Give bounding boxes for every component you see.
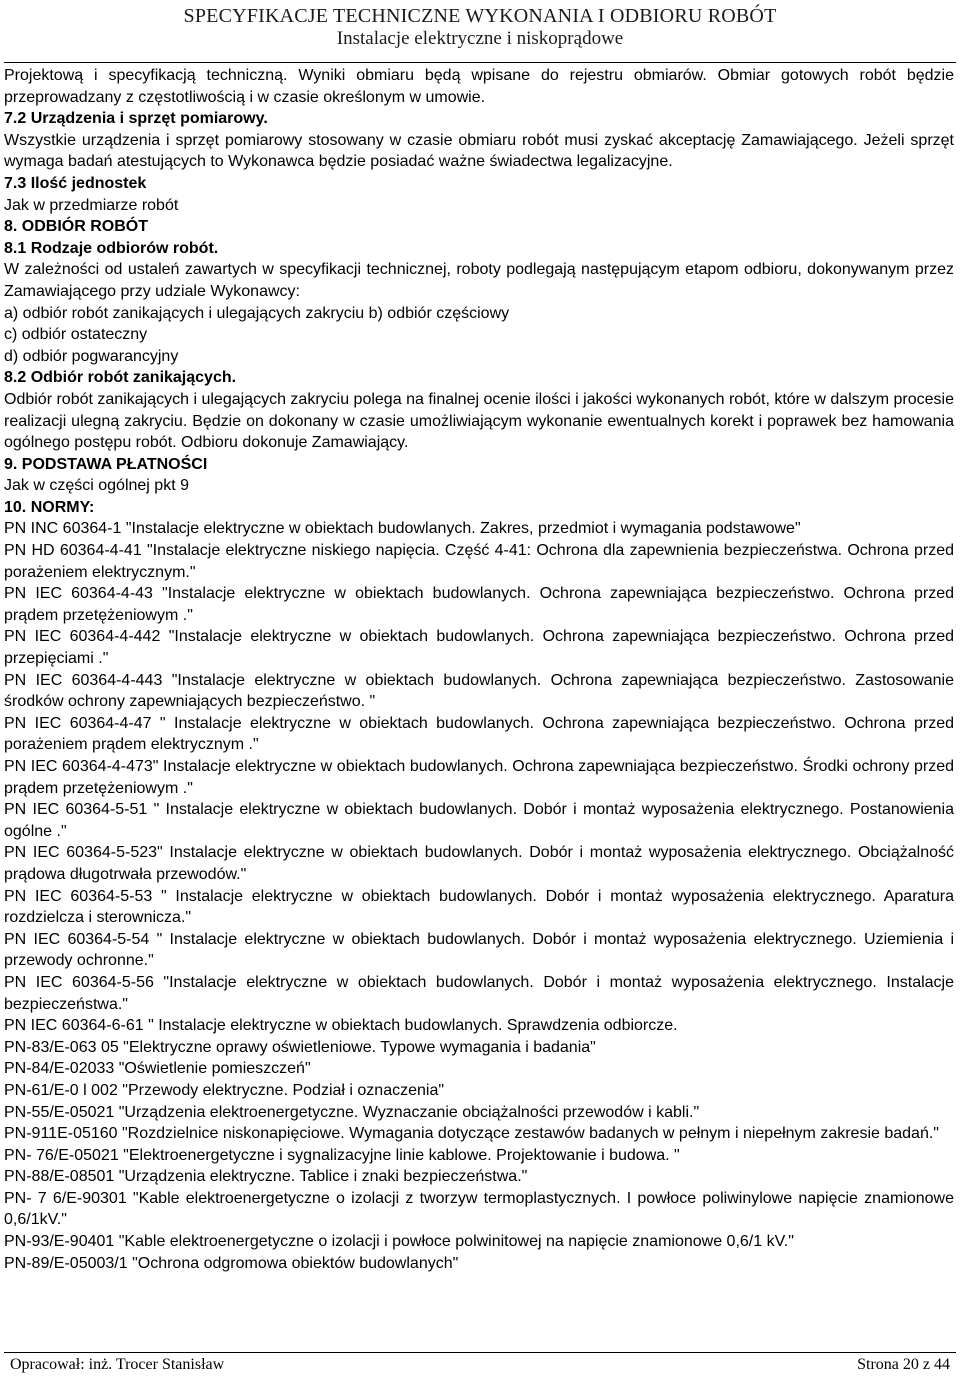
section-heading: 9. PODSTAWA PŁATNOŚCI — [4, 455, 208, 473]
body-paragraph: PN-88/E-08501 "Urządzenia elektryczne. Tablice i znaki bezpieczeństwa." — [4, 1168, 528, 1186]
body-paragraph: PN IEC 60364-5-51 " Instalacje elektryczne w obiektach budowlanych. Dobór i montaż wyposażenia elektrycznego. Postanowienia ogólne ." — [4, 801, 954, 840]
section-heading: 8.2 Odbiór robót zanikających. — [4, 369, 237, 387]
header-subtitle: Instalacje elektryczne i niskoprądowe — [336, 28, 624, 49]
header-rule — [4, 62, 956, 63]
section-heading: 7.3 Ilość jednostek — [4, 174, 147, 192]
body-paragraph: PN-93/E-90401 "Kable elektroenergetyczne o izolacji i powłoce polwinitowej na napięcie znamionowe 0,6/1 kV." — [4, 1233, 794, 1251]
body-paragraph: PN-83/E-063 05 "Elektryczne oprawy oświetleniowe. Typowe wymagania i badania" — [4, 1038, 596, 1056]
body-paragraph: PN INC 60364-1 "Instalacje elektryczne w obiektach budowlanych. Zakres, przedmiot i wymagania podstawowe" — [4, 520, 801, 538]
body-paragraph: PN IEC 60364-4-47 " Instalacje elektryczne w obiektach budowlanych. Ochrona zapewniająca bezpieczeństwo. Ochrona przed porażeniem prądem elektrycznym ." — [4, 714, 954, 754]
body-paragraph: d) odbiór pogwarancyjny — [4, 347, 179, 365]
footer-rule — [4, 1352, 956, 1353]
body-paragraph: c) odbiór ostateczny — [4, 326, 148, 344]
body-paragraph: PN IEC 60364-5-54 " Instalacje elektryczne w obiektach budowlanych. Dobór i montaż wyposażenia elektrycznego. Uziemienia i przewody ochronne." — [4, 930, 954, 970]
header-title: SPECYFIKACJE TECHNICZNE WYKONANIA I ODBIORU ROBÓT — [183, 5, 777, 27]
body-paragraph: PN IEC 60364-4-443 "Instalacje elektryczne w obiektach budowlanych. Ochrona zapewniająca bezpieczeństwo. Zastosowanie środków ochrony zapewniających bezpieczeństwo. " — [4, 671, 954, 711]
body-paragraph: PN- 7 6/E-90301 "Kable elektroenergetyczne o izolacji z tworzyw termoplastycznych. I powłoce poliwinylowe napięcie znamionowe 0,6/1kV." — [4, 1189, 954, 1229]
section-heading: 7.2 Urządzenia i sprzęt pomiarowy. — [4, 110, 268, 128]
body-paragraph: PN-911E-05160 "Rozdzielnice niskonapięciowe. Wymagania dotyczące zestawów badanych w pełnym i niepełnym zakresie badań." — [4, 1125, 939, 1143]
page-header — [0, 4, 960, 50]
footer-page-number: Strona 20 z 44 — [857, 1356, 950, 1373]
section-heading: 10. NORMY: — [4, 498, 95, 516]
page-footer — [10, 1354, 950, 1376]
body-paragraph: PN- 76/E-05021 "Elektroenergetyczne i sygnalizacyjne linie kablowe. Projektowanie i budowa. " — [4, 1146, 680, 1164]
footer-author: Opracował: inż. Trocer Stanisław — [10, 1356, 225, 1373]
body-paragraph: Odbiór robót zanikających i ulegających zakryciu polega na finalnej ocenie ilości i jakości wykonanych robót, które w dalszym procesie realizacji ulegną zakryciu. Będzie on dokonany w czasie umożliwiającym wykonanie ewentualnych korekt i poprawek bez hamowania ogólnego postępu robót. Odbioru dokonuje Zamawiający. — [4, 390, 954, 452]
body-paragraph: W zależności od ustaleń zawartych w specyfikacji technicznej, roboty podlegają następującym etapom odbioru, dokonywanym przez Zamawiającego przy udziale Wykonawcy: — [4, 261, 954, 300]
body-paragraph: PN-61/E-0 l 002 "Przewody elektryczne. Podział i oznaczenia" — [4, 1081, 445, 1099]
document-body — [4, 65, 954, 1274]
body-paragraph: Jak w części ogólnej pkt 9 — [4, 477, 189, 495]
body-paragraph: PN-55/E-05021 "Urządzenia elektroenergetyczne. Wyznaczanie obciążalności przewodów i kabli." — [4, 1103, 700, 1121]
body-paragraph: Wszystkie urządzenia i sprzęt pomiarowy stosowany w czasie obmiaru robót musi zyskać akceptację Zamawiającego. Jeżeli sprzęt wymaga badań atestujących to Wykonawca będzie posiadać ważne świadectwa legalizacyjne. — [4, 131, 954, 171]
body-paragraph: PN IEC 60364-5-56 "Instalacje elektryczne w obiektach budowlanych. Dobór i montaż wyposażenia elektrycznego. Instalacje bezpieczeństwa." — [4, 973, 954, 1013]
body-paragraph: PN-84/E-02033 "Oświetlenie pomieszczeń" — [4, 1060, 311, 1078]
body-paragraph: PN IEC 60364-4-43 "Instalacje elektryczne w obiektach budowlanych. Ochrona zapewniająca bezpieczeństwo. Ochrona przed prądem przetężeniowym ." — [4, 585, 954, 624]
body-paragraph: Jak w przedmiarze robót — [4, 196, 179, 214]
body-paragraph: PN IEC 60364-6-61 " Instalacje elektryczne w obiektach budowlanych. Sprawdzenia odbiorcze. — [4, 1017, 678, 1035]
body-paragraph: PN HD 60364-4-41 "Instalacje elektryczne niskiego napięcia. Część 4-41: Ochrona dla zapewnienia bezpieczeństwa. Ochrona przed porażeniem elektrycznym." — [4, 542, 954, 581]
body-paragraph: PN-89/E-05003/1 "Ochrona odgromowa obiektów budowlanych" — [4, 1254, 459, 1272]
body-paragraph: PN IEC 60364-4-442 "Instalacje elektryczne w obiektach budowlanych. Ochrona zapewniająca bezpieczeństwo. Ochrona przed przepięciami ." — [4, 628, 954, 668]
body-paragraph: PN IEC 60364-4-473" Instalacje elektryczne w obiektach budowlanych. Ochrona zapewniająca bezpieczeństwo. Środki ochrony przed prądem przetężeniowym ." — [4, 758, 954, 797]
body-paragraph: PN IEC 60364-5-53 " Instalacje elektryczne w obiektach budowlanych. Dobór i montaż wyposażenia elektrycznego. Aparatura rozdzielcza i sterownicza." — [4, 887, 954, 927]
body-paragraph: PN IEC 60364-5-523" Instalacje elektryczne w obiektach budowlanych. Dobór i montaż wyposażenia elektrycznego. Obciążalność prądowa długotrwała przewodów." — [4, 844, 954, 883]
section-heading: 8. ODBIÓR ROBÓT — [4, 218, 149, 236]
body-paragraph: a) odbiór robót zanikających i ulegających zakryciu b) odbiór częściowy — [4, 304, 510, 322]
body-paragraph: Projektową i specyfikacją techniczną. Wyniki obmiaru będą wpisane do rejestru obmiarów. Obmiar gotowych robót będzie przeprowadzany z częstotliwością i w czasie określonym w umowie. — [4, 67, 954, 106]
section-heading: 8.1 Rodzaje odbiorów robót. — [4, 239, 219, 257]
